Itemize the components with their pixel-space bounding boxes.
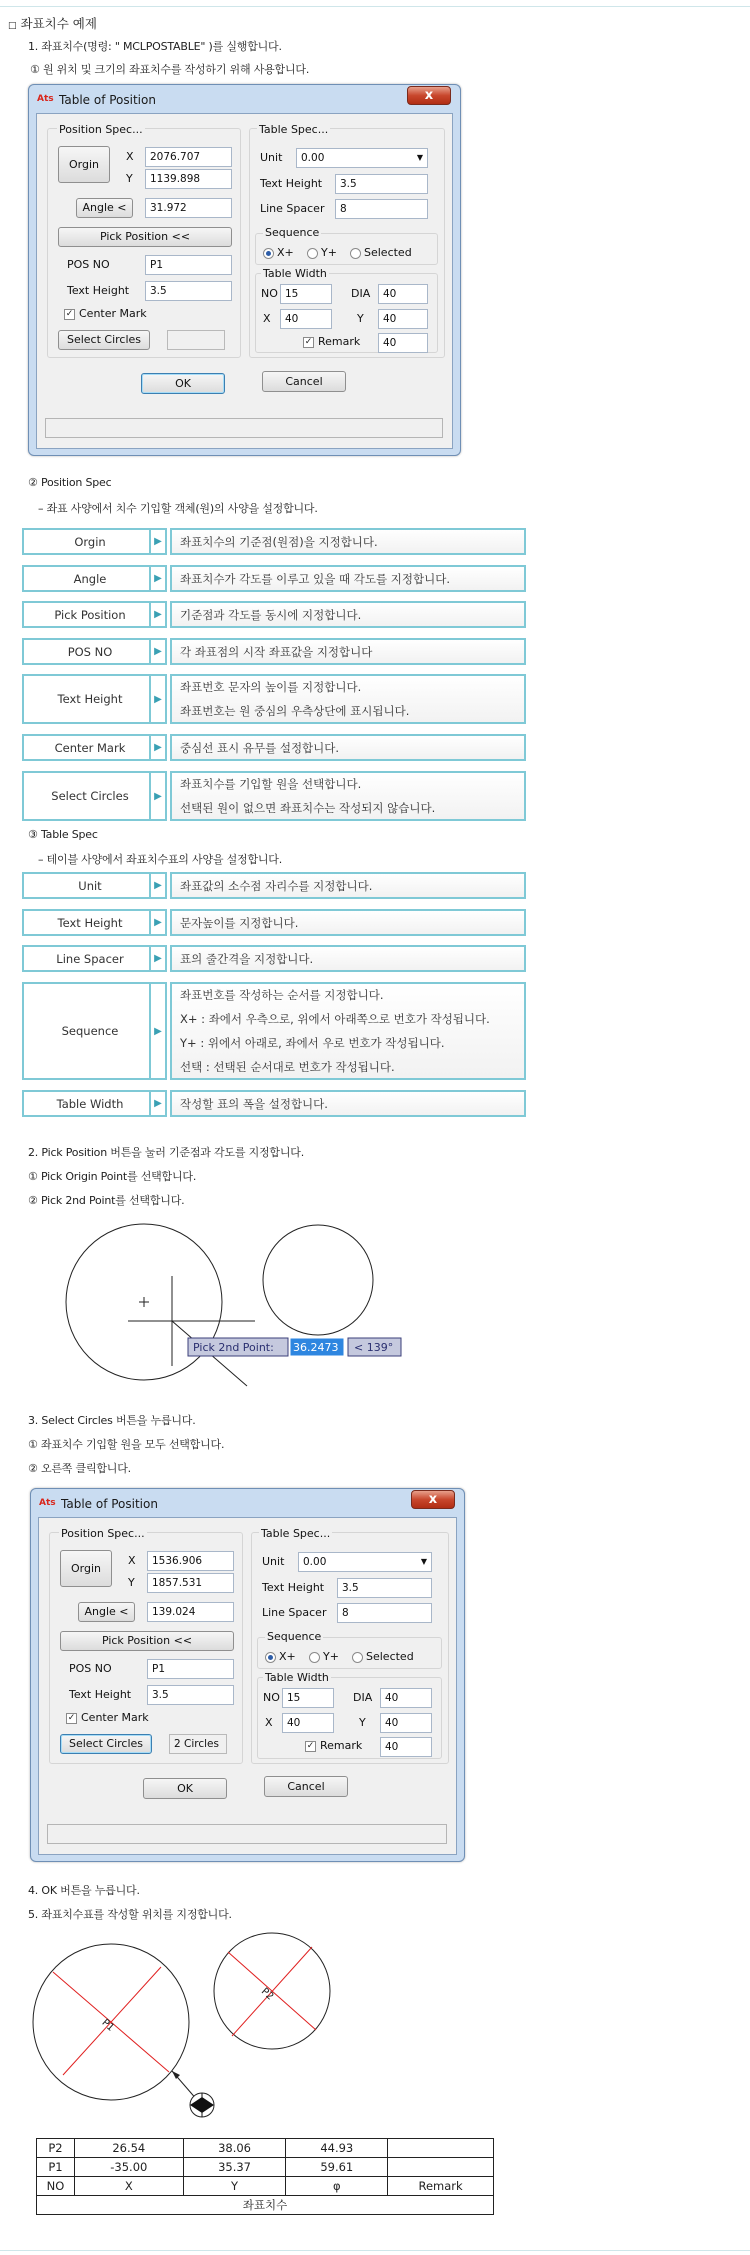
sequence-y-radio[interactable] (309, 1652, 320, 1663)
table-cell: 44.93 (286, 2139, 388, 2158)
spec-key-line-spacer: Line Spacer (22, 945, 158, 972)
step-1-1: ① 원 위치 및 크기의 좌표치수를 작성하기 위해 사용합니다. (30, 63, 310, 76)
width-x-label: X (263, 312, 271, 325)
sequence-selected-label: Selected (364, 246, 412, 259)
spec-description-line: X+ : 좌에서 우측으로, 위에서 아래쪽으로 번호가 작성됩니다. (180, 1012, 490, 1026)
top-divider (0, 6, 750, 7)
spec-description (170, 565, 526, 592)
table-of-position-dialog-2 (30, 1488, 465, 1862)
width-x-input[interactable]: 40 (280, 309, 332, 329)
arrow-right-icon: ▶ (149, 945, 167, 972)
step-2-subtitle: – 좌표 사양에서 치수 기입할 객체(원)의 사양을 설정합니다. (38, 502, 318, 515)
status-bar (45, 418, 443, 438)
table-cell: 38.06 (183, 2139, 286, 2158)
text-height-input[interactable]: 3.5 (147, 1685, 234, 1705)
arrow-right-icon: ▶ (149, 1090, 167, 1117)
line-spacer-input[interactable]: 8 (337, 1603, 432, 1623)
sequence-selected-label: Selected (366, 1650, 414, 1663)
center-mark-label: Center Mark (79, 307, 147, 320)
spec-description-line: 선택된 원이 없으면 좌표치수는 작성되지 않습니다. (180, 801, 436, 815)
select-step-1: ① 좌표치수 기입할 원을 모두 선택합니다. (28, 1438, 225, 1451)
pos-no-input[interactable]: P1 (147, 1659, 234, 1679)
step-3-subtitle: – 테이블 사양에서 좌표치수표의 사양을 설정합니다. (38, 853, 283, 866)
origin-y-input[interactable]: 1139.898 (145, 169, 232, 189)
arrow-right-icon: ▶ (149, 982, 167, 1080)
table-cell: NO (37, 2177, 75, 2196)
arrow-right-icon: ▶ (149, 528, 167, 555)
pick-step-1: ① Pick Origin Point를 선택합니다. (28, 1170, 197, 1183)
origin-x-input[interactable]: 2076.707 (145, 147, 232, 167)
width-no-input[interactable]: 15 (280, 284, 332, 304)
ok-button[interactable]: OK (141, 373, 225, 394)
select-circles-button[interactable]: Select Circles (60, 1734, 152, 1754)
cancel-button[interactable]: Cancel (262, 371, 346, 392)
spec-description-line: 좌표번호 문자의 높이를 지정합니다. (180, 680, 362, 694)
spec-key-pos-no: POS NO (22, 638, 158, 665)
unit-select[interactable]: 0.00 ▼ (298, 1552, 432, 1572)
origin-y-label: Y (126, 172, 133, 185)
unit-select[interactable]: 0.00 ▼ (296, 148, 428, 168)
table-cell: Remark (388, 2177, 494, 2196)
tooltip-label: Pick 2nd Point: (193, 1341, 274, 1354)
dialog-title: Table of Position (61, 1497, 158, 1511)
spec-key-angle: Angle (22, 565, 158, 592)
sequence-x-radio[interactable] (263, 248, 274, 259)
dialog-body (36, 113, 453, 449)
table-cell: P2 (37, 2139, 75, 2158)
remark-label: Remark (320, 1739, 363, 1752)
table-text-height-input[interactable]: 3.5 (337, 1578, 432, 1598)
pick-step: 2. Pick Position 버튼을 눌러 기준점과 각도를 지정합니다. (28, 1146, 305, 1159)
circle-label-p1: P1 (99, 2017, 117, 2034)
spec-description (170, 1090, 526, 1117)
sequence-x-label: X+ (277, 246, 294, 259)
arrow-right-icon: ▶ (149, 909, 167, 936)
width-remark-input[interactable]: 40 (378, 333, 428, 353)
pos-no-input[interactable]: P1 (145, 255, 232, 275)
arrow-right-icon: ▶ (149, 771, 167, 821)
origin-y-input[interactable]: 1857.531 (147, 1573, 234, 1593)
text-height-input[interactable]: 3.5 (145, 281, 232, 301)
width-dia-input[interactable]: 40 (380, 1688, 432, 1708)
angle-input[interactable]: 31.972 (145, 198, 232, 218)
center-mark-checkbox[interactable]: ✓ (65, 309, 74, 319)
sequence-y-label: Y+ (323, 1650, 339, 1663)
chevron-down-icon: ▼ (420, 1557, 427, 1566)
spec-key-unit: Unit (22, 872, 158, 899)
origin-x-label: X (128, 1554, 136, 1567)
tooltip-angle: < 139° (354, 1341, 394, 1354)
table-cell: X (74, 2177, 183, 2196)
spec-description-line: 각 좌표점의 시작 좌표값을 지정합니다 (180, 644, 373, 659)
spec-description (170, 982, 526, 1080)
table-caption: 좌표치수 (37, 2196, 494, 2215)
step-3-title: ③ Table Spec (28, 828, 98, 841)
table-of-position-dialog (28, 84, 461, 456)
leader-arrowhead (172, 2071, 180, 2079)
spec-description (170, 771, 526, 821)
spec-description-line: 표의 줄간격을 지정합니다. (180, 951, 314, 966)
circle-2 (263, 1225, 373, 1335)
spec-description (170, 945, 526, 972)
spec-description-line: 문자높이를 지정합니다. (180, 915, 299, 930)
cancel-button[interactable]: Cancel (264, 1776, 348, 1797)
table-width-label: Table Width (265, 1671, 329, 1684)
width-dia-input[interactable]: 40 (378, 284, 428, 304)
table-row (37, 2139, 494, 2158)
table-width-label: Table Width (263, 267, 327, 280)
circles-count-field: 2 Circles (169, 1734, 227, 1754)
position-spec-label: Position Spec... (61, 1527, 145, 1540)
spec-description-line: 좌표번호를 작성하는 순서를 지정합니다. (180, 988, 384, 1002)
table-cell (388, 2139, 494, 2158)
arrow-right-icon: ▶ (149, 565, 167, 592)
close-button[interactable]: x (407, 86, 451, 105)
spec-description-line: 작성할 표의 폭을 설정합니다. (180, 1096, 328, 1111)
spec-description-line: 좌표치수를 기입할 원을 선택합니다. (180, 777, 362, 791)
table-text-height-input[interactable]: 3.5 (335, 174, 428, 194)
spec-key-table-width: Table Width (22, 1090, 158, 1117)
sequence-y-label: Y+ (321, 246, 337, 259)
spec-description-line: 좌표치수의 기준점(원점)을 지정합니다. (180, 534, 378, 549)
spec-key-select-circles: Select Circles (22, 771, 158, 821)
width-y-input[interactable]: 40 (380, 1713, 432, 1733)
spec-key-pick-position: Pick Position (22, 601, 158, 628)
step-1: 1. 좌표치수(명령: " MCLPOSTABLE" )를 실행합니다. (28, 40, 282, 53)
text-height-label: Text Height (67, 284, 130, 297)
spec-description-line: 좌표값의 소수점 자리수를 지정합니다. (180, 878, 373, 893)
angle-button[interactable]: Angle < (76, 198, 133, 218)
origin-y-label: Y (128, 1576, 135, 1589)
table-cell: 26.54 (74, 2139, 183, 2158)
circle-label-p2: P2 (258, 1986, 276, 2003)
arrow-right-icon: ▶ (149, 638, 167, 665)
arrow-right-icon: ▶ (149, 872, 167, 899)
result-circles-drawing (0, 1925, 750, 2140)
remark-label: Remark (318, 335, 361, 348)
spec-description (170, 601, 526, 628)
width-y-input[interactable]: 40 (378, 309, 428, 329)
width-no-input[interactable]: 15 (282, 1688, 334, 1708)
sequence-x-radio[interactable] (265, 1652, 276, 1663)
width-no-label: NO (261, 287, 278, 300)
center-mark-label: Center Mark (81, 1711, 149, 1724)
app-icon: Ats (37, 94, 54, 104)
arrow-right-icon: ▶ (149, 601, 167, 628)
arrow-right-icon: ▶ (149, 674, 167, 724)
arrow-right-icon: ▶ (149, 734, 167, 761)
select-step-2: ② 오른쪽 클릭합니다. (28, 1462, 131, 1475)
unit-label: Unit (262, 1555, 285, 1568)
select-circles-button[interactable]: Select Circles (58, 330, 150, 350)
table-text-height-label: Text Height (262, 1581, 325, 1594)
width-x-input[interactable]: 40 (282, 1713, 334, 1733)
sequence-y-radio[interactable] (307, 248, 318, 259)
table-spec-label: Table Spec... (259, 123, 329, 136)
ok-button[interactable]: OK (143, 1778, 227, 1799)
spec-description (170, 674, 526, 724)
bottom-divider (0, 2250, 750, 2251)
spec-description-line: 좌표치수가 각도를 이루고 있을 때 각도를 지정합니다. (180, 571, 450, 586)
spec-description-line: 좌표번호는 원 중심의 우측상단에 표시됩니다. (180, 704, 410, 718)
status-bar (47, 1824, 447, 1844)
unit-label: Unit (260, 151, 283, 164)
width-y-label: Y (359, 1716, 366, 1729)
spec-description (170, 528, 526, 555)
spec-description (170, 638, 526, 665)
origin-button[interactable]: Orgin (60, 1550, 112, 1587)
pick-2nd-point-drawing (0, 1210, 750, 1400)
table-row (37, 2158, 494, 2177)
dialog-body (38, 1517, 457, 1855)
width-no-label: NO (263, 1691, 280, 1704)
spec-key-text-height: Text Height (22, 909, 158, 936)
line-spacer-label: Line Spacer (262, 1606, 327, 1619)
select-step: 3. Select Circles 버튼을 누릅니다. (28, 1414, 196, 1427)
table-cell (388, 2158, 494, 2177)
sequence-selected-radio[interactable] (352, 1652, 363, 1663)
sequence-x-label: X+ (279, 1650, 296, 1663)
width-remark-input[interactable]: 40 (380, 1737, 432, 1757)
table-caption-row (37, 2196, 494, 2215)
sequence-label: Sequence (267, 1630, 322, 1643)
table-spec-label: Table Spec... (261, 1527, 331, 1540)
circles-count-field (167, 330, 225, 350)
remark-checkbox[interactable]: ✓ (306, 1741, 315, 1751)
line-spacer-input[interactable]: 8 (335, 199, 428, 219)
spec-key-center-mark: Center Mark (22, 734, 158, 761)
width-y-label: Y (357, 312, 364, 325)
table-text-height-label: Text Height (260, 177, 323, 190)
spec-key-text-height: Text Height (22, 674, 158, 724)
position-table (36, 2138, 494, 2215)
table-cell: φ (286, 2177, 388, 2196)
spec-description-line: Y+ : 위에서 아래로, 좌에서 우로 번호가 작성됩니다. (180, 1036, 445, 1050)
pick-position-button[interactable]: Pick Position << (60, 1631, 234, 1651)
position-spec-label: Position Spec... (59, 123, 143, 136)
spec-description (170, 734, 526, 761)
center-mark-checkbox[interactable]: ✓ (67, 1713, 76, 1723)
pos-no-label: POS NO (69, 1662, 112, 1675)
pick-position-button[interactable]: Pick Position << (58, 227, 232, 247)
spec-description-line: 중심선 표시 유무를 설정합니다. (180, 740, 340, 755)
pick-step-2: ② Pick 2nd Point를 선택합니다. (28, 1194, 185, 1207)
width-dia-label: DIA (351, 287, 371, 300)
chevron-down-icon: ▼ (416, 153, 423, 162)
sequence-label: Sequence (265, 226, 320, 239)
origin-button[interactable]: Orgin (58, 146, 110, 183)
table-cell: 35.37 (183, 2158, 286, 2177)
place-step: 5. 좌표치수표를 작성할 위치를 지정합니다. (28, 1908, 232, 1921)
section-title: □ 좌표치수 예제 (8, 16, 97, 31)
origin-x-input[interactable]: 1536.906 (147, 1551, 234, 1571)
sequence-selected-radio[interactable] (350, 248, 361, 259)
table-header-row (37, 2177, 494, 2196)
spec-key-orgin: Orgin (22, 528, 158, 555)
close-button[interactable]: x (411, 1490, 455, 1509)
step-2-title: ② Position Spec (28, 476, 112, 489)
app-icon: Ats (39, 1498, 56, 1508)
origin-x-label: X (126, 150, 134, 163)
angle-button[interactable]: Angle < (78, 1602, 135, 1622)
table-cell: 59.61 (286, 2158, 388, 2177)
table-cell: Y (183, 2177, 286, 2196)
width-x-label: X (265, 1716, 273, 1729)
spec-description-line: 선택 : 선택된 순서대로 번호가 작성됩니다. (180, 1060, 395, 1074)
spec-description (170, 872, 526, 899)
table-cell: -35.00 (74, 2158, 183, 2177)
spec-description-line: 기준점과 각도를 동시에 지정합니다. (180, 607, 362, 622)
tooltip-value[interactable]: 36.2473 (293, 1341, 339, 1354)
text-height-label: Text Height (69, 1688, 132, 1701)
width-dia-label: DIA (353, 1691, 373, 1704)
spec-description (170, 909, 526, 936)
dialog-title: Table of Position (59, 93, 156, 107)
table-cell: P1 (37, 2158, 75, 2177)
spec-key-sequence: Sequence (22, 982, 158, 1080)
angle-input[interactable]: 139.024 (147, 1602, 234, 1622)
ok-step: 4. OK 버튼을 누릅니다. (28, 1884, 140, 1897)
line-spacer-label: Line Spacer (260, 202, 325, 215)
remark-checkbox[interactable]: ✓ (304, 337, 313, 347)
pos-no-label: POS NO (67, 258, 110, 271)
